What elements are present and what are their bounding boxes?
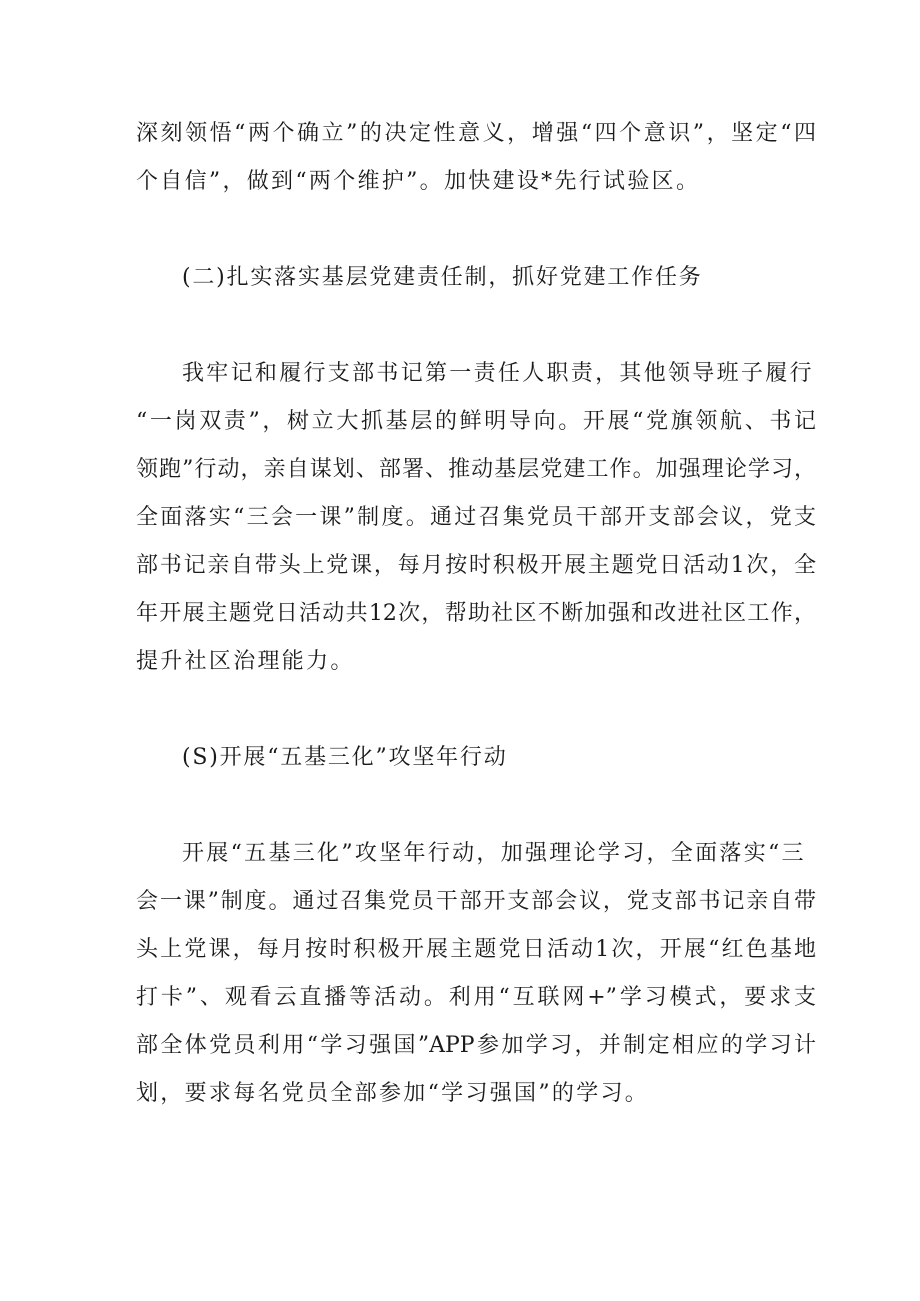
paragraph-line: 头上党课，每月按时积极开展主题党日活动1次，开展“红色基地 [136, 937, 816, 962]
section-heading-3: (S)开展“五基三化”攻坚年行动 [182, 745, 508, 770]
paragraph-line: 深刻领悟“两个确立”的决定性意义，增强“四个意识”，坚定“四 [136, 121, 816, 146]
section-heading-2: (二)扎实落实基层党建责任制，抓好党建工作任务 [182, 265, 703, 290]
paragraph-line: 提升社区治理能力。 [136, 649, 355, 674]
paragraph-3 [136, 830, 816, 1118]
paragraph-line: 我牢记和履行支部书记第一责任人职责，其他领导班子履行 [182, 361, 814, 386]
paragraph-1 [136, 110, 816, 206]
paragraph-line: 部全体党员利用“学习强国”APP参加学习，并制定相应的学习计 [136, 1033, 816, 1058]
paragraph-line: 会一课”制度。通过召集党员干部开支部会议，党支部书记亲自带 [136, 889, 816, 914]
paragraph-line: 年开展主题党日活动共12次，帮助社区不断加强和改进社区工作， [136, 601, 816, 626]
paragraph-line: 领跑”行动，亲自谋划、部署、推动基层党建工作。加强理论学习， [136, 457, 816, 482]
paragraph-line: 划，要求每名党员全部参加“学习强国”的学习。 [136, 1081, 650, 1106]
paragraph-line: 打卡”、观看云直播等活动。利用“互联网+”学习模式，要求支 [136, 985, 816, 1010]
paragraph-line: 开展“五基三化”攻坚年行动，加强理论学习，全面落实“三 [182, 841, 806, 866]
paragraph-line: 个自信”，做到“两个维护”。加快建设*先行试验区。 [136, 169, 701, 194]
paragraph-line: “一岗双责”，树立大抓基层的鲜明导向。开展“党旗领航、书记 [136, 409, 816, 434]
paragraph-2 [136, 350, 816, 686]
paragraph-line: 全面落实“三会一课”制度。通过召集党员干部开支部会议，党支 [136, 505, 816, 530]
paragraph-line: 部书记亲自带头上党课，每月按时积极开展主题党日活动1次，全 [136, 553, 816, 578]
